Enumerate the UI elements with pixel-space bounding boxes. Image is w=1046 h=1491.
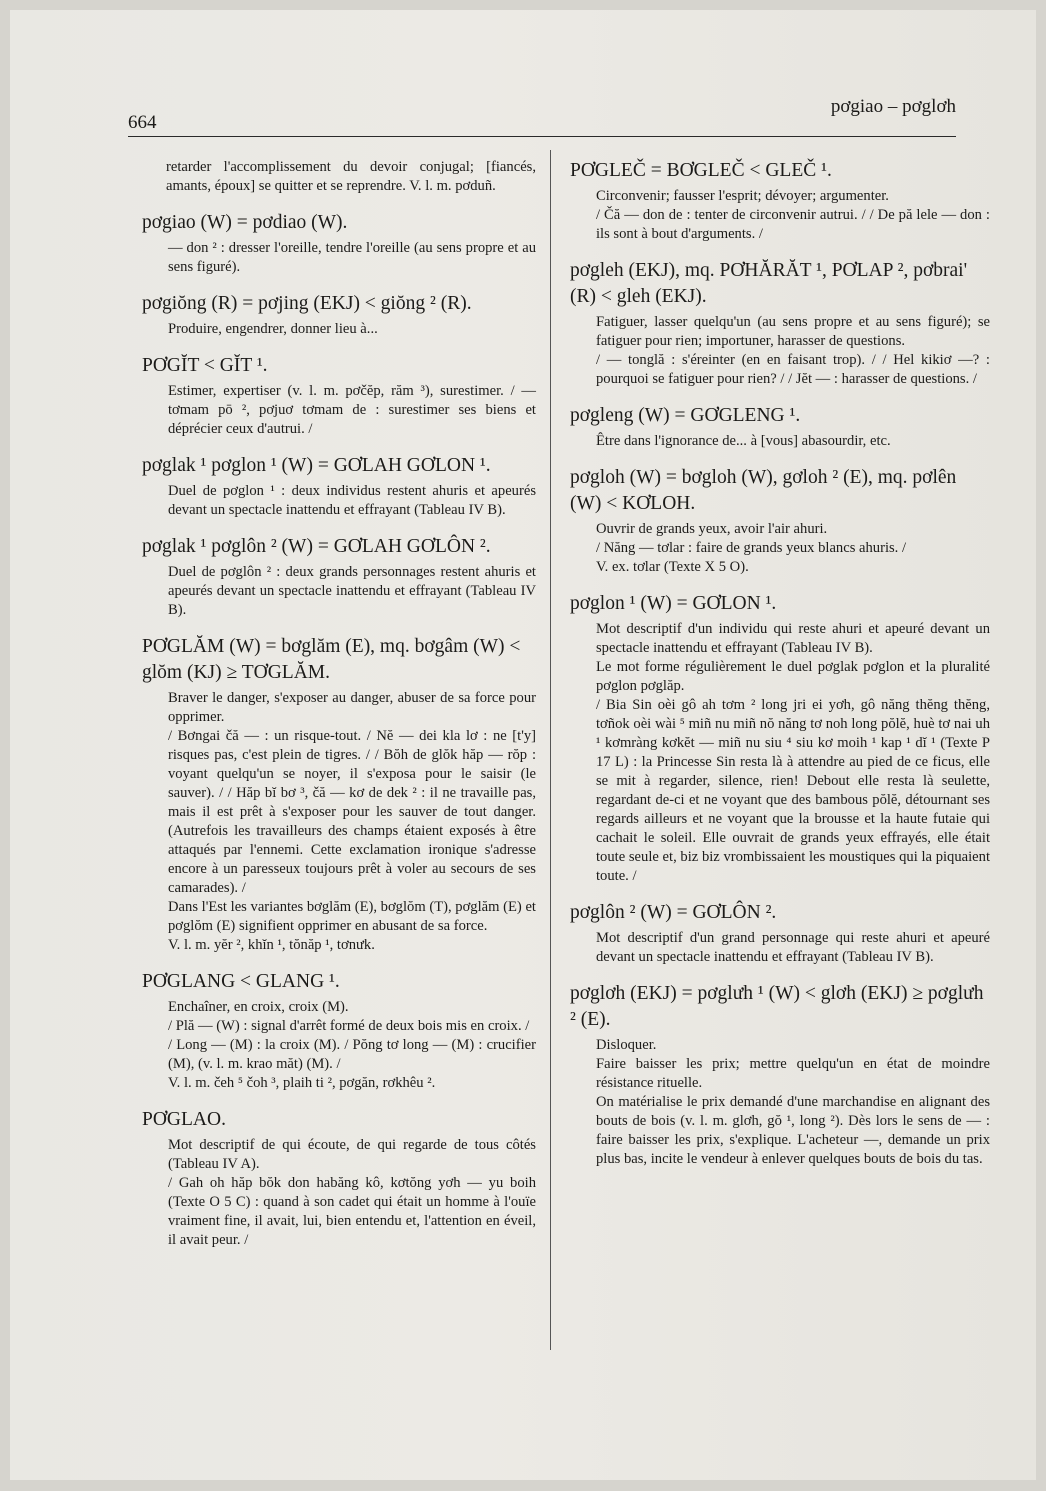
entry-headword: PƠGLAO. — [142, 1109, 226, 1130]
entry-line: Duel de pơglôn ² : deux grands personnages restent ahuris et apeurés devant un spectacle inattendu et effrayant (Tableau IV B). — [168, 564, 536, 618]
entry-line: V. ex. tơlar (Texte X 5 O). — [596, 559, 749, 575]
entry-line: Le mot forme régulièrement le duel pơglak pơglon et la pluralité pơglon pơglăp. — [596, 659, 990, 694]
entry-body — [566, 313, 990, 389]
entry-body — [566, 432, 990, 451]
entry-headword: pơglon ¹ (W) = GƠLON ¹. — [570, 593, 777, 614]
entry-line: Braver le danger, s'exposer au danger, abuser de sa force pour opprimer. — [168, 690, 536, 725]
entry-headword: PƠGLĂM (W) = bơglăm (E), mq. bơgâm (W) < glŏm (KJ) ≥ TƠGLĂM. — [142, 636, 521, 683]
entry-body — [138, 320, 536, 339]
dictionary-entry — [138, 453, 536, 520]
entry-headword: PƠGLEČ = BƠGLEČ < GLEČ ¹. — [570, 160, 832, 181]
dictionary-entry — [566, 900, 990, 967]
continuation-text: retarder l'accomplissement du devoir conjugal; [fiancés, amants, époux] se quitter et se reprendre. V. l. m. pơduñ. — [166, 159, 536, 194]
entry-line: / Long — (M) : la croix (M). / Pŏng tơ long — (M) : crucifier (M), (v. l. m. krao măt) (M). / — [168, 1037, 536, 1072]
entry-body — [138, 482, 536, 520]
entry-line: Ouvrir de grands yeux, avoir l'air ahuri. — [596, 521, 828, 537]
entry-body — [566, 520, 990, 577]
entry-line: V. l. m. čeh ⁵ čoh ³, plaih ti ², pơgăn, rơkhêu ². — [168, 1075, 436, 1091]
entry-line: Enchaîner, en croix, croix (M). — [168, 999, 349, 1015]
page-number: 664 — [128, 112, 157, 133]
entry-body — [138, 382, 536, 439]
entry-headword: pơglak ¹ pơglôn ² (W) = GƠLAH GƠLÔN ². — [142, 536, 491, 557]
entry-body — [138, 1136, 536, 1250]
entry-line: Disloquer. — [596, 1037, 657, 1053]
entry-line: Être dans l'ignorance de... à [vous] abasourdir, etc. — [596, 433, 891, 449]
column-divider — [550, 150, 551, 1350]
left-entries — [138, 210, 536, 1250]
entry-line: Dans l'Est les variantes bơglăm (E), bơglŏm (T), pơglăm (E) et pơglŏm (E) signifient opprimer en abusant de sa force. — [168, 899, 536, 934]
entry-line: / Gah oh hăp bŏk don habăng kô, kơtŏng yơh — yu boih (Texte O 5 C) : quand à son cadet qui était un homme à l'ouïe vraiment fine, il avait, lui, bien entendu et, l'attention en éveil, il avait peur. / — [168, 1175, 536, 1248]
right-column — [566, 158, 990, 1183]
entry-body — [566, 1036, 990, 1169]
dictionary-entry — [566, 465, 990, 577]
entry-headword: pơgloh (W) = bơgloh (W), gơloh ² (E), mq. pơlên (W) < KƠLOH. — [570, 467, 957, 514]
entry-body — [138, 239, 536, 277]
entry-headword: pơglơh (EKJ) = pơglưh ¹ (W) < glơh (EKJ) ≥ pơglưh ² (E). — [570, 983, 984, 1030]
entry-line: Estimer, expertiser (v. l. m. pơčĕp, răm ³), surestimer. / — tơmam pō ², pơjuơ tơmam de : surestimer ses biens et déprécier ceux d'autrui. / — [168, 383, 536, 437]
entry-line: — don ² : dresser l'oreille, tendre l'oreille (au sens propre et au sens figuré). — [168, 240, 536, 275]
entry-line: Produire, engendrer, donner lieu à... — [168, 321, 378, 337]
entry-body — [566, 187, 990, 244]
entry-line: / Bia Sin oèi gô ah tơm ² long jri ei yơh, gô năng thĕng thĕng, tơñok oèi wài ⁵ miñ nu miñ nŏ năng tơ noh long pŏlĕ, huè tơ nai uh ¹ kơmràng kơkĕt — miñ nu siu ⁴ siu kơ moih ¹ kap ¹ dĭ ¹ (Texte P 17 L) : la Princesse Sin resta là à attendre au pied de ce ficus, elle se mit à regarder, silence, rien! Debout elle resta là seulette, regardant de-ci et ne voyant que des bambous pŏlĕ, détournant ses regards ailleurs et ne voyant que la brousse et la haute futaie qui cachait le soleil. Elle ouvrait de grands yeux effrayés, elle était toute seule et, biz biz vrombissaient les moustiques qui la piquaient toute. / — [596, 697, 990, 884]
entry-line: Mot descriptif de qui écoute, de qui regarde de tous côtés (Tableau IV A). — [168, 1137, 536, 1172]
running-head: pơgiao – pơglơh — [830, 96, 956, 117]
entry-body — [138, 998, 536, 1093]
entry-line: Duel de pơglon ¹ : deux individus restent ahuris et apeurés devant un spectacle inattendu et effrayant (Tableau IV B). — [168, 483, 536, 518]
dictionary-entry — [138, 291, 536, 339]
dictionary-entry — [138, 534, 536, 620]
entry-headword: pơgiŏng (R) = pơjing (EKJ) < giŏng ² (R). — [142, 293, 472, 314]
entry-line: On matérialise le prix demandé d'une marchandise en alignant des bouts de bois (v. l. m. glơh, gŏ ¹, long ²). Dès lors le sens de — : faire baisser les prix, s'explique. L'acheteur —, demande un prix plus bas, incite le vendeur à enlever quelques bouts de bois du tas. — [596, 1094, 990, 1167]
entry-headword: pơglak ¹ pơglon ¹ (W) = GƠLAH GƠLON ¹. — [142, 455, 491, 476]
entry-headword: pơglôn ² (W) = GƠLÔN ². — [570, 902, 777, 923]
entry-headword: pơgiao (W) = pơdiao (W). — [142, 212, 348, 233]
entry-body — [566, 620, 990, 886]
entry-headword: PƠGĬT < GĬT ¹. — [142, 355, 268, 376]
dictionary-entry — [566, 403, 990, 451]
entry-body — [138, 689, 536, 955]
header-rule — [128, 136, 956, 137]
entry-line: Fatiguer, lasser quelqu'un (au sens propre et au sens figuré); se fatiguer pour rien; importuner, harasser de questions. — [596, 314, 990, 349]
entry-headword: PƠGLANG < GLANG ¹. — [142, 971, 340, 992]
dictionary-entry — [566, 158, 990, 244]
dictionary-page — [10, 10, 1036, 1480]
dictionary-entry — [138, 353, 536, 439]
entry-line: V. l. m. yĕr ², khĭn ¹, tŏnăp ¹, tơnưk. — [168, 937, 375, 953]
left-column — [138, 158, 536, 1264]
dictionary-entry — [566, 591, 990, 886]
entry-line: / — tonglă : s'éreinter (en en faisant trop). / / Hel kikiơ —? : pourquoi se fatiguer pour rien? / / Jĕt — : harasser de questions. / — [596, 352, 990, 387]
entry-line: Mot descriptif d'un grand personnage qui reste ahuri et apeuré devant un spectacle inattendu et effrayant (Tableau IV B). — [596, 930, 990, 965]
dictionary-entry — [138, 969, 536, 1093]
dictionary-entry — [138, 1107, 536, 1250]
entry-line: Mot descriptif d'un individu qui reste ahuri et apeuré devant un spectacle inattendu et effrayant (Tableau IV B). — [596, 621, 990, 656]
dictionary-entry — [138, 634, 536, 955]
entry-headword: pơgleh (EKJ), mq. PƠHĂRĂT ¹, PƠLAP ², pơbrai' (R) < gleh (EKJ). — [570, 260, 968, 307]
entry-line: Circonvenir; fausser l'esprit; dévoyer; argumenter. — [596, 188, 889, 204]
dictionary-entry — [138, 210, 536, 277]
dictionary-entry — [566, 258, 990, 389]
entry-line: / Năng — tơlar : faire de grands yeux blancs ahuris. / — [596, 540, 907, 556]
entry-line: / Plă — (W) : signal d'arrêt formé de deux bois mis en croix. / — [168, 1018, 530, 1034]
entry-body — [566, 929, 990, 967]
entry-headword: pơgleng (W) = GƠGLENG ¹. — [570, 405, 801, 426]
dictionary-entry — [566, 981, 990, 1169]
right-entries — [566, 158, 990, 1169]
entry-line: / Čă — don de : tenter de circonvenir autrui. / / De pă lele — don : ils sont à bout d'arguments. / — [596, 207, 990, 242]
entry-line: Faire baisser les prix; mettre quelqu'un en état de moindre résistance rituelle. — [596, 1056, 990, 1091]
entry-line: / Bơngai čă — : un risque-tout. / Nĕ — dei kla lơ : ne [t'y] risques pas, c'est plein de tigres. / / Bŏh de glŏk hăp — rŏp : voyant quelqu'un se noyer, il s'exposa pour le saisir (le sauver). / / Hăp bĭ bơ ³, čă — kơ de dek ² : il ne travaille pas, mais il est prêt à s'exposer pour les sauver de tout danger. (Autrefois les travailleurs des champs étaient exposés à être attaqués par l'ennemi. Cette exclamation ironique s'adresse encore à un paresseux toujours prêt à voler au secours de ses camarades). / — [168, 728, 536, 896]
entry-body — [138, 563, 536, 620]
